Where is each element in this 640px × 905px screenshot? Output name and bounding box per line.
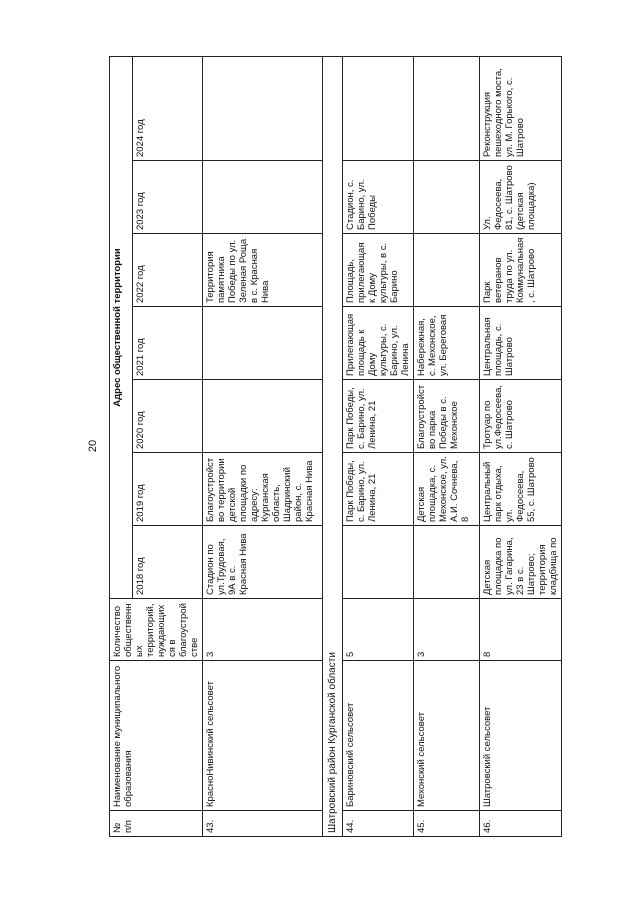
header-year: 2024 год [133, 56, 203, 160]
row-cell [414, 161, 480, 234]
row-cell: Благоустройство парка Победы в с. Мехонское [414, 380, 480, 453]
row-cell [203, 307, 323, 380]
row-cell: Парк Победы, с. Барино, ул. Ленина, 21 [343, 453, 414, 526]
row-count: 8 [480, 599, 562, 661]
row-cell: Площадь, прилегающая к Дому культуры, в с. Барино [343, 234, 414, 307]
row-cell: Набережная, с. Мехонское, ул. Береговая [414, 307, 480, 380]
table-row [414, 56, 480, 836]
region-label: Шатровский район Курганской области [323, 56, 343, 836]
row-cell: Прилегающая площадь к Дому культуры, с. Барино, ул. Ленина [343, 307, 414, 380]
row-name: Бариновский сельсовет [343, 661, 414, 811]
row-num: 45. [414, 811, 480, 837]
row-cell: Территория памятника Победы по ул. Зеленая Роща в с. Красная Нива [203, 234, 323, 307]
header-address: Адрес общественной территории [110, 56, 133, 598]
row-name: Мехонский сельсовет [414, 661, 480, 811]
row-cell [414, 56, 480, 160]
row-cell [414, 526, 480, 599]
row-cell [203, 161, 323, 234]
page-number: 20 [87, 439, 100, 453]
row-cell: Реконструкция пешеходного моста, ул. М. Горького, с. Шатрово [480, 56, 562, 160]
row-cell: Парк Победы, с. Барино, ул. Ленина, 21 [343, 380, 414, 453]
row-cell: Центральная площадь, с. Шатрово [480, 307, 562, 380]
table-row [480, 56, 562, 836]
row-cell [414, 234, 480, 307]
row-cell [343, 526, 414, 599]
row-name: КрасноНивинский сельсовет [203, 661, 323, 811]
row-count: 3 [414, 599, 480, 661]
header-year: 2021 год [133, 307, 203, 380]
row-count: 5 [343, 599, 414, 661]
header-year: 2020 год [133, 380, 203, 453]
row-cell: Парк ветеранов труда по ул. Коммунальная, с. Шатрово [480, 234, 562, 307]
header-year: 2019 год [133, 453, 203, 526]
row-cell: Детская площадка по ул. Гагарина, 23 в с. Шатрово; территория кладбища по [480, 526, 562, 599]
row-cell: Ул. Федосеева, 81, с. Шатрово (детская площадка) [480, 161, 562, 234]
row-cell [203, 380, 323, 453]
row-cell [203, 56, 323, 160]
row-num: 44. [343, 811, 414, 837]
header-name: Наименование муниципального образования [110, 661, 203, 811]
row-cell: Благоустройство территории детской площадки по адресу: Курганская область, Шадринский район, с. Красная Нива [203, 453, 323, 526]
rotated-table-wrapper [109, 57, 559, 837]
table-row [343, 56, 414, 836]
territories-table [109, 56, 562, 837]
table-row [203, 56, 323, 836]
row-cell: Центральный парк отдыха, ул. Федосеева, 55, с. Шатрово [480, 453, 562, 526]
header-count: Количество общественных территорий, нуждающихся в благоустройстве [110, 599, 203, 661]
row-name: Шатровский сельсовет [480, 661, 562, 811]
header-year: 2018 год [133, 526, 203, 599]
row-cell: Тротуар по ул.Федосеева, с. Шатрово [480, 380, 562, 453]
row-cell: Стадион, с. Барино, ул. Победы [343, 161, 414, 234]
region-row [323, 56, 343, 836]
row-num: 46. [480, 811, 562, 837]
row-cell: Стадион по ул.Трудовая, 9А в с. Красная Нива [203, 526, 323, 599]
header-year: 2023 год [133, 161, 203, 234]
row-count: 3 [203, 599, 323, 661]
row-cell [343, 56, 414, 160]
header-year: 2022 год [133, 234, 203, 307]
row-num: 43. [203, 811, 323, 837]
header-num: № п/п [110, 811, 203, 837]
row-cell: Детская площадка, с. Мехонское, ул. А.И. Сочнева, 8 [414, 453, 480, 526]
